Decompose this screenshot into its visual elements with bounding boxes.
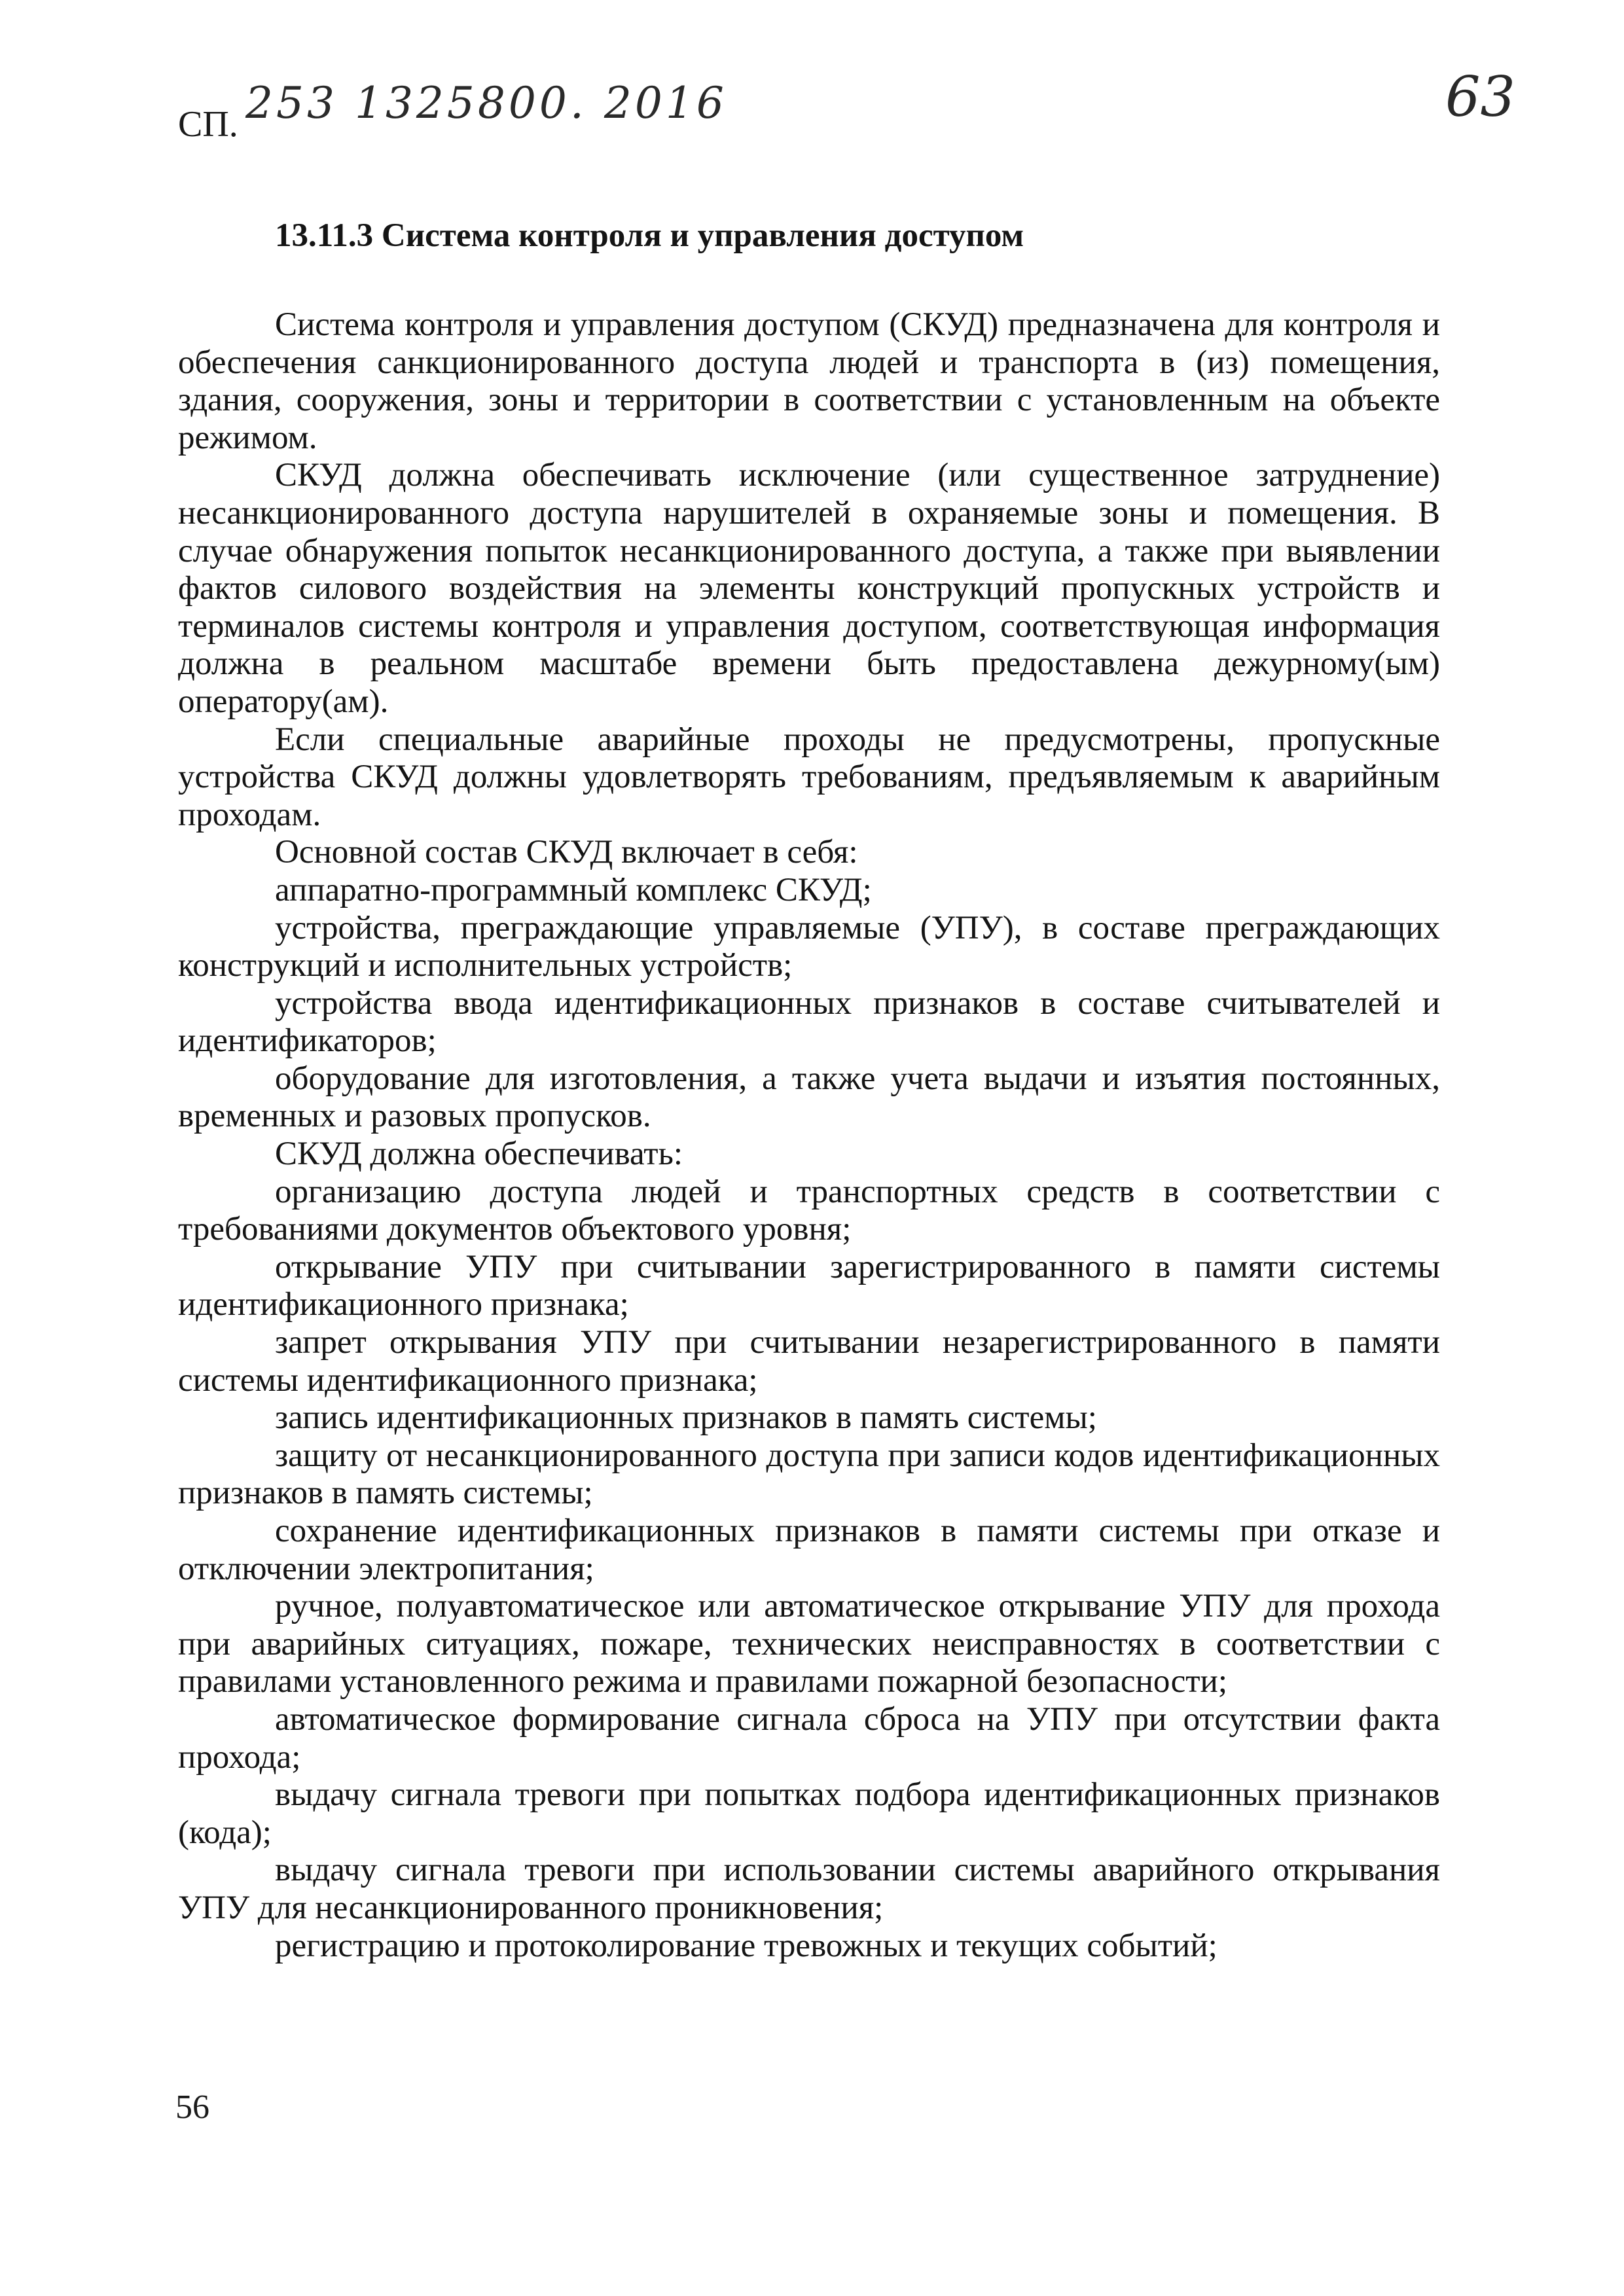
handwritten-standard-number: 253 1325800. 2016 [245, 78, 727, 128]
page-number: 56 [175, 2089, 209, 2126]
list-item: устройства ввода идентификационных признаков в составе считывателей и идентификаторов; [178, 984, 1440, 1060]
list-item: устройства, преграждающие управляемые (УПУ), в составе преграждающих конструкций и исполнительных устройств; [178, 909, 1440, 984]
list-item: выдачу сигнала тревоги при использовании системы аварийного открывания УПУ для несанкционированного проникновения; [178, 1852, 1440, 1926]
list-item: автоматическое формирование сигнала сброса на УПУ при отсутствии факта прохода; [178, 1700, 1440, 1776]
list-item: сохранение идентификационных признаков в памяти системы при отказе и отключении электропитания; [178, 1513, 1440, 1587]
list-item: оборудование для изготовления, а также учета выдачи и изъятия постоянных, временных и разовых пропусков. [178, 1060, 1440, 1135]
paragraph: Если специальные аварийные проходы не предусмотрены, пропускные устройства СКУД должны удовлетворять требованиям, предъявляемым к аварийным проходам. [178, 721, 1440, 833]
standard-code-prefix: СП. [178, 104, 238, 145]
section-title: 13.11.3 Система контроля и управления доступом [275, 217, 1024, 254]
paragraph: Основной состав СКУД включает в себя: [275, 834, 858, 871]
list-item: аппаратно-программный комплекс СКУД; [275, 871, 872, 908]
paragraph: СКУД должна обеспечивать: [275, 1136, 683, 1173]
handwritten-page-number: 63 [1445, 65, 1515, 129]
list-item: ручное, полуавтоматическое или автоматическое открывание УПУ для прохода при аварийных ситуациях, пожаре, технических неисправностях в соответствии с правилами установленного режима и правилами пожарной безопасности; [178, 1588, 1440, 1700]
list-item: защиту от несанкционированного доступа при записи кодов идентификационных признаков в память системы; [178, 1437, 1440, 1512]
list-item: открывание УПУ при считывании зарегистрированного в памяти системы идентификационного признака; [178, 1248, 1440, 1323]
list-item: выдачу сигнала тревоги при попытках подбора идентификационных признаков (кода); [178, 1776, 1440, 1851]
document-body [178, 216, 1440, 1965]
list-item: организацию доступа людей и транспортных средств в соответствии с требованиями документов объектового уровня; [178, 1173, 1440, 1248]
list-item: запись идентификационных признаков в память системы; [275, 1399, 1097, 1437]
list-item: запрет открывания УПУ при считывании незарегистрированного в памяти системы идентификационного признака; [178, 1324, 1440, 1399]
paragraph: Система контроля и управления доступом (СКУД) предназначена для контроля и обеспечения санкционированного доступа людей и транспорта в (из) помещения, здания, сооружения, зоны и территории в соответствии с установленным на объекте режимом. [178, 306, 1440, 456]
paragraph: СКУД должна обеспечивать исключение (или существенное затруднение) несанкционированного доступа нарушителей в охраняемые зоны и помещения. В случае обнаружения попыток несанкционированного доступа, а также при выявлении фактов силового воздействия на элементы конструкций пропускных устройств и терминалов системы контроля и управления доступом, соответствующая информация должна в реальном масштабе времени быть предоставлена дежурному(ым) оператору(ам). [178, 457, 1440, 720]
list-item: регистрацию и протоколирование тревожных и текущих событий; [275, 1927, 1218, 1964]
